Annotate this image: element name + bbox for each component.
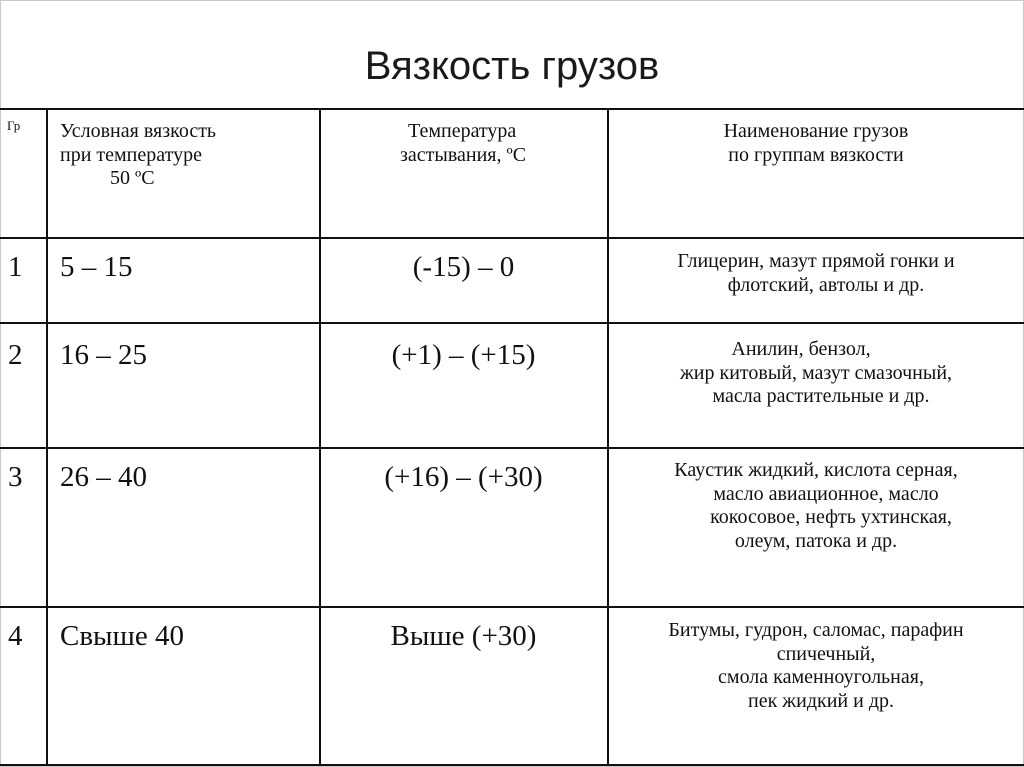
row4-cargo-line: смола каменноугольная, (718, 666, 924, 689)
row2-cargo-line: Анилин, бензол, (731, 338, 871, 360)
table-rule-top (0, 108, 1024, 110)
row4-cargo (608, 619, 1024, 713)
row3-cargo-line: кокосовое, нефть ухтинская, (710, 506, 952, 529)
row1-viscosity: 5 – 15 (60, 251, 133, 283)
row2-cargo-line: жир китовый, мазут смазочный, (679, 361, 953, 384)
table-rule-row1-bottom (0, 322, 1024, 324)
table-rule-row2-bottom (0, 447, 1024, 449)
header-temperature-line: застывания, ºС (400, 143, 527, 166)
header-temperature-line: Температура (408, 120, 517, 142)
row3-cargo (608, 459, 1024, 553)
row3-group: 3 (8, 461, 23, 493)
row2-cargo-line: масла растительные и др. (712, 385, 930, 408)
header-viscosity-line: 50 ºС (110, 167, 155, 190)
row2-temperature: (+1) – (+15) (391, 339, 536, 371)
row1-cargo (608, 250, 1024, 297)
table-rule-col1 (46, 108, 48, 766)
row4-group: 4 (8, 620, 23, 652)
page-title: Вязкость грузов (364, 44, 660, 88)
header-viscosity-line: Условная вязкость (60, 120, 217, 142)
row2-cargo (608, 338, 1024, 409)
row2-group: 2 (8, 339, 23, 371)
row4-temperature: Выше (+30) (390, 620, 537, 652)
table-rule-header-bottom (0, 237, 1024, 239)
row1-cargo-line: флотский, автолы и др. (727, 273, 925, 296)
header-viscosity-line: при температуре (60, 143, 202, 166)
row2-viscosity: 16 – 25 (60, 339, 147, 371)
table-rule-col2 (319, 108, 321, 766)
row1-temperature: (-15) – 0 (412, 251, 515, 283)
row3-temperature: (+16) – (+30) (384, 461, 543, 493)
header-cargo-names-line: по группам вязкости (728, 143, 904, 166)
table-rule-row3-bottom (0, 606, 1024, 608)
row4-cargo-line: спичечный, (776, 642, 876, 665)
header-viscosity (60, 120, 310, 191)
table-rule-bottom (0, 764, 1024, 766)
header-group: Гр (7, 118, 21, 133)
row4-cargo-line: пек жидкий и др. (748, 689, 894, 712)
row3-cargo-line: Каустик жидкий, кислота серная, (674, 459, 958, 481)
row3-viscosity: 26 – 40 (60, 461, 147, 493)
header-temperature (400, 120, 600, 167)
row4-viscosity: Свыше 40 (60, 620, 184, 652)
header-cargo-names (608, 120, 1024, 167)
header-cargo-names-line: Наименование грузов (723, 120, 909, 142)
row1-cargo-line: Глицерин, мазут прямой гонки и (677, 250, 955, 272)
row3-cargo-line: масло авиационное, масло (713, 482, 939, 505)
row3-cargo-line: олеум, патока и др. (734, 529, 898, 552)
row4-cargo-line: Битумы, гудрон, саломас, парафин (668, 619, 964, 641)
row1-group: 1 (8, 251, 23, 283)
